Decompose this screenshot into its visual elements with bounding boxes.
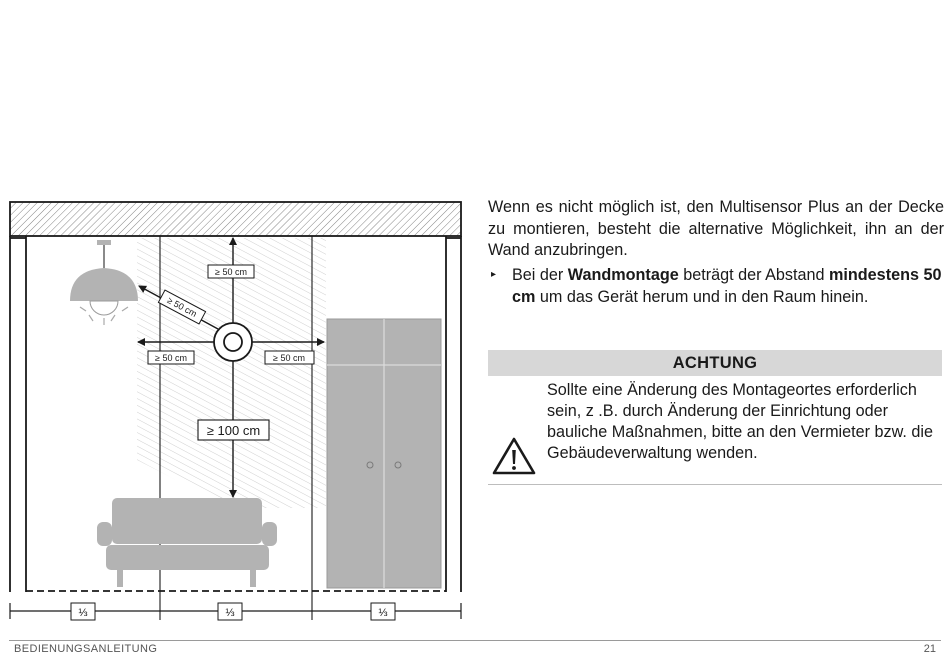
sofa xyxy=(97,498,277,587)
bullet-text-2: beträgt der Abstand xyxy=(678,265,830,284)
warning-box xyxy=(488,350,942,464)
right-wall xyxy=(446,236,461,592)
left-wall xyxy=(10,236,26,592)
warning-triangle-icon xyxy=(492,436,536,476)
third-marker-2 xyxy=(218,603,242,620)
bullet-marker-icon: ▸ xyxy=(491,268,497,280)
label-right xyxy=(265,351,314,364)
third-marker-2-text: ⅓ xyxy=(225,607,235,619)
bullet-bold-1: Wandmontage xyxy=(567,265,679,284)
label-left-text: ≥ 50 cm xyxy=(155,353,187,363)
warning-body xyxy=(488,376,942,464)
bullet-text-1: Bei der xyxy=(512,265,568,284)
warning-divider xyxy=(488,484,942,485)
third-marker-3 xyxy=(371,603,395,620)
multisensor-device xyxy=(214,323,252,361)
wall-mount-diagram xyxy=(0,190,470,630)
bullet-bold-2: mindestens 50 cm xyxy=(512,265,942,306)
third-marker-1 xyxy=(71,603,95,620)
label-bottom xyxy=(198,420,269,440)
bullet-text-3: um das Gerät herum und in den Raum hinein. xyxy=(535,287,869,306)
ceiling-lamp xyxy=(70,240,138,325)
label-top xyxy=(208,265,254,278)
intro-paragraph: Wenn es nicht möglich ist, den Multisensor Plus an der Decke zu montieren, besteht die alternative Möglichkeit, ihn an der Wand anzubringen. xyxy=(488,198,944,259)
footer-divider xyxy=(9,640,941,641)
label-right-text: ≥ 50 cm xyxy=(273,353,305,363)
page-number: 21 xyxy=(923,643,936,655)
third-marker-1-text: ⅓ xyxy=(78,607,88,619)
label-left xyxy=(148,351,194,364)
label-bottom-text: ≥ 100 cm xyxy=(206,423,261,438)
third-marker-3-text: ⅓ xyxy=(378,607,388,619)
warning-title: ACHTUNG xyxy=(488,350,942,376)
ceiling xyxy=(10,202,461,236)
bullet-item xyxy=(488,264,944,308)
warning-text: Sollte eine Änderung des Montageortes erforderlich sein, z .B. durch Änderung der Einrichtung oder bauliche Maßnahmen, bitte an den Vermieter bzw. die Gebäudeverwaltung wenden. xyxy=(547,381,934,462)
label-top-text: ≥ 50 cm xyxy=(215,267,247,277)
text-column xyxy=(488,197,944,308)
footer-title: BEDIENUNGSANLEITUNG xyxy=(14,643,158,655)
wardrobe xyxy=(327,319,441,588)
label-diagonal-text: ≥ 50 cm xyxy=(165,295,199,319)
